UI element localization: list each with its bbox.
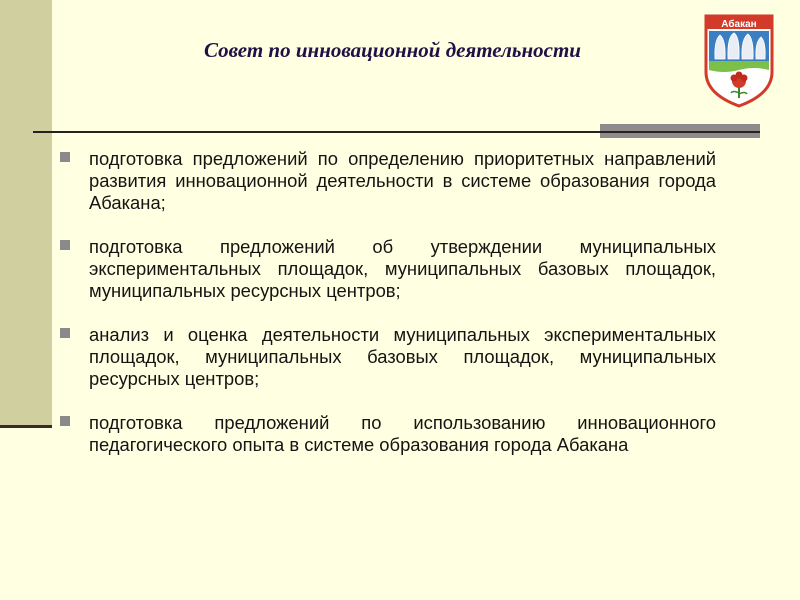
list-item (60, 148, 716, 214)
list-item (60, 324, 716, 390)
side-band-rule (0, 425, 52, 428)
square-bullet-icon (60, 416, 70, 426)
bullet-text: подготовка предложений по определению приоритетных направлений развития инновационной деятельности в системе образования города Абакана; (89, 148, 716, 213)
bullet-text: подготовка предложений по использованию инновационного педагогического опыта в системе образования города Абакана (89, 412, 716, 455)
bullet-text: подготовка предложений об утверждении муниципальных экспериментальных площадок, муниципальных базовых площадок, муниципальных ресурсных центров; (89, 236, 716, 301)
bullet-text: анализ и оценка деятельности муниципальных экспериментальных площадок, муниципальных базовых площадок, муниципальных ресурсных центров; (89, 324, 716, 389)
emblem-caption: Абакан (721, 19, 757, 30)
list-item (60, 236, 716, 302)
side-decorative-band (0, 0, 52, 425)
square-bullet-icon (60, 328, 70, 338)
list-item (60, 412, 716, 456)
square-bullet-icon (60, 152, 70, 162)
slide-title: Совет по инновационной деятельности (204, 38, 581, 62)
bullet-list (60, 148, 716, 478)
square-bullet-icon (60, 240, 70, 250)
title-divider (33, 131, 760, 133)
abakan-coat-of-arms-icon (703, 14, 775, 108)
